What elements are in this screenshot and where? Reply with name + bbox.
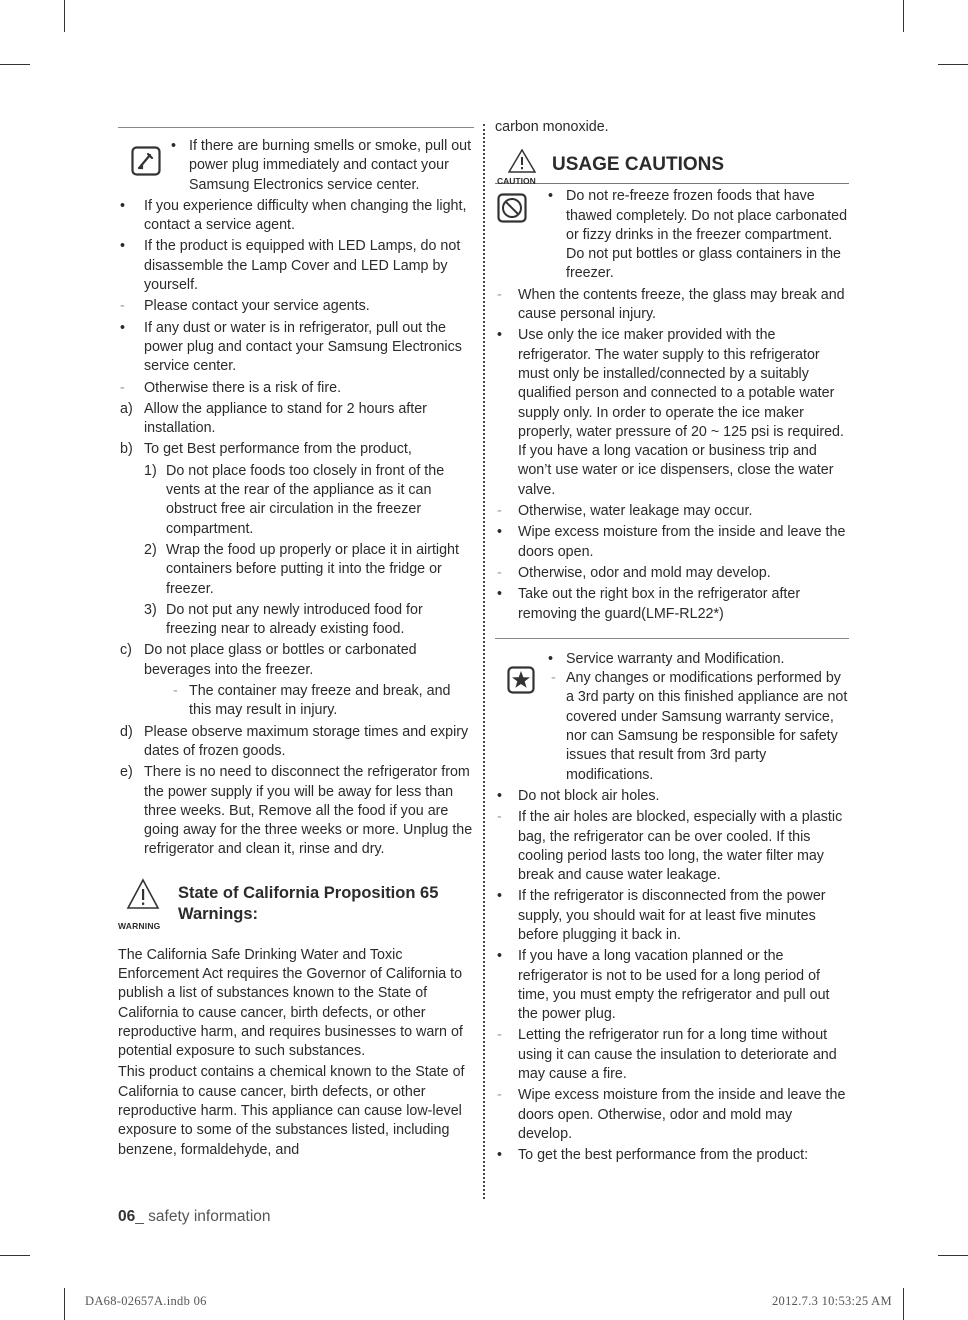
note-rule [118,127,474,128]
list-item [118,763,474,859]
right-list-1 [495,286,849,624]
list-marker: - [120,379,125,396]
list-marker: b) [120,441,133,458]
list-item [495,787,849,806]
list-item [118,237,474,295]
list-marker: • [497,888,503,905]
list-item [118,400,474,439]
list-item [495,564,849,583]
print-slug-date: 2012.7.3 10:53:25 AM [772,1294,892,1308]
crop-mark [0,64,30,65]
list-item-text: Do not place foods too closely in front of the vents at the rear of the appliance as it can obstruct free air circulation in the freezer compartment. [166,462,445,537]
note-text: If there are burning smells or smoke, pull out power plug immediately and contact your Samsung Electronics service center. [189,138,472,193]
list-marker: • [497,948,503,965]
list-item [118,601,474,640]
page-number: 06 [118,1208,136,1225]
list-marker: - [497,809,502,826]
prop65-paragraph-1: The California Safe Drinking Water and Toxic Enforcement Act requires the Governor of California to publish a list of substances known to the State of California to cause cancer, birth defects, or other reproductive harm, and requires businesses to warn of potential exposure to such substances. [118,946,463,1060]
list-item-text: Otherwise there is a risk of fire. [144,379,342,396]
list-marker: a) [120,400,133,417]
list-marker: - [497,1027,502,1044]
list-item-text: Allow the appliance to stand for 2 hours after installation. [144,400,427,437]
no-refreeze-text: Do not re-freeze frozen foods that have thawed completely. Do not place carbonated or fizzy drinks in the freezer compartment. Do not put bottles or glass containers in the freezer. [566,188,848,282]
list-item-text: If any dust or water is in refrigerator, pull out the power plug and contact your Samsung Electronics service center. [144,319,462,375]
list-item-text: Wipe excess moisture from the inside and leave the doors open. Otherwise, odor and mold may develop. [518,1087,846,1142]
crop-mark [64,0,65,32]
list-item [118,682,474,721]
warranty-title: Service warranty and Modification. [566,650,785,667]
list-item [118,723,474,762]
prop65-paragraph-2: This product contains a chemical known to the State of California to cause cancer, birth defects, or other reproductive harm. This appliance can cause low-level exposure to some of the substances listed, including benzene, formaldehyde, and [118,1064,465,1158]
right-column [495,118,849,1166]
list-item-text: If you have a long vacation planned or the refrigerator is not to be used for a long period of time, you must empty the refrigerator and pull out the power plug. [518,948,830,1023]
note-box [118,137,474,195]
crop-mark [938,1255,968,1256]
list-marker: 3) [144,601,157,618]
list-item-text: If the air holes are blocked, especially with a plastic bag, the refrigerator can be over cooled. If this cooling period lasts too long, the water filter may break and cause water leakage. [518,809,843,884]
list-item-text: The container may freeze and break, and this may result in injury. [189,683,451,719]
warning-triangle-icon [126,878,160,916]
list-marker: - [173,683,178,700]
list-item [495,326,849,500]
list-item [118,319,474,377]
list-item [495,523,849,562]
crop-mark [64,1288,65,1320]
note-bullet: • [171,138,177,154]
list-item [495,887,849,945]
list-item-text: Otherwise, water leakage may occur. [518,503,753,520]
list-marker: - [497,286,502,303]
list-item-text: Do not block air holes. [518,787,660,804]
list-item [118,641,474,680]
list-marker: 2) [144,541,157,558]
list-item [118,541,474,599]
prop65-heading [118,878,474,942]
list-item [118,297,474,316]
column-separator [483,124,485,1199]
right-list-2 [495,787,849,1166]
list-item-text: Otherwise, odor and mold may develop. [518,564,771,581]
list-item-text: Letting the refrigerator run for a long time without using it can cause the insulation to deteriorate and may cause a fire. [518,1027,837,1083]
list-item-text: When the contents freeze, the glass may break and cause personal injury. [518,286,845,323]
prop65-title: State of California Proposition 65 Warnings: [178,883,439,923]
list-item [495,947,849,1024]
list-item-text: Please contact your service agents. [144,298,370,315]
star-note-icon [507,666,535,700]
list-marker: • [120,238,126,255]
plug-note-icon [131,146,161,182]
list-item-text: Do not place glass or bottles or carbonated beverages into the freezer. [144,642,417,678]
list-item-text: Wipe excess moisture from the inside and leave the doors open. [518,524,846,560]
list-marker: - [497,1087,502,1104]
list-marker: • [497,524,503,541]
list-item [495,1146,849,1165]
list-marker: 1) [144,462,157,479]
note-rule [495,638,849,639]
prohibition-icon [497,193,527,229]
list-marker: • [497,787,503,804]
dash-marker: - [551,670,556,687]
list-marker: - [497,503,502,520]
list-marker: • [497,327,503,344]
list-item-text: To get Best performance from the product, [144,441,412,458]
usage-cautions-title: USAGE CAUTIONS [552,154,725,176]
list-item [495,1026,849,1084]
caution-label: CAUTION [497,176,536,187]
list-item [495,286,849,325]
page-footer [118,1208,271,1226]
list-marker: • [120,197,126,214]
list-item-text: If the product is equipped with LED Lamps, do not disassemble the Lamp Cover and LED Lamp by yourself. [144,238,461,294]
usage-cautions-heading [495,149,849,187]
continued-text: carbon monoxide. [495,119,609,135]
crop-mark [903,1288,904,1320]
list-item [495,585,849,624]
note-bullet: • [548,650,554,667]
list-item-text: Use only the ice maker provided with the refrigerator. The water supply to this refrigerator must only be installed/connected by a suitably qualified person and connected to a potable water supply only. In order to operate the ice maker properly, water pressure of 20 ~ 125 psi is required. If you have a long vacation or business trip and won’t use water or ice dispensers, close the water valve. [518,327,844,498]
list-marker: • [497,586,503,603]
list-item [495,808,849,885]
note-bullet: • [548,188,554,205]
list-marker: c) [120,642,132,659]
crop-mark [0,1255,30,1256]
list-item [118,440,474,459]
list-item-text: Do not put any newly introduced food for freezing near to already existing food. [166,601,423,638]
warranty-note [495,650,849,785]
list-item-text: Please observe maximum storage times and expiry dates of frozen goods. [144,723,469,759]
list-item [118,379,474,398]
list-item [118,462,474,539]
list-item-text: There is no need to disconnect the refrigerator from the power supply if you will be away for less than three weeks. But, Remove all the food if you are going away for the three weeks or more. Unplug the refrigerator and clean it, rinse and dry. [144,764,473,858]
list-item-text: If the refrigerator is disconnected from the power supply, you should wait for at least five minutes before plugging it back in. [518,888,826,943]
section-name: _ safety information [135,1208,271,1225]
list-marker: • [497,1147,503,1164]
list-item-text: If you experience difficulty when changing the light, contact a service agent. [144,197,467,234]
warranty-detail-text: Any changes or modifications performed by a 3rd party on this finished appliance are not covered under Samsung warranty service, nor can Samsung be responsible for safety issues that result from 3rd party modifications. [566,670,848,783]
crop-mark [903,0,904,32]
list-item [495,502,849,521]
warning-label: WARNING [118,920,161,931]
list-marker: - [497,564,502,581]
no-refreeze-note [495,187,849,283]
left-column [118,118,474,1160]
list-item-text: To get the best performance from the product: [518,1147,809,1164]
list-item-text: Take out the right box in the refrigerator after removing the guard(LMF-RL22*) [518,586,801,622]
list-marker: • [120,319,126,336]
list-item [118,197,474,236]
print-slug-file: DA68-02657A.indb 06 [85,1294,207,1308]
crop-mark [938,64,968,65]
list-marker: d) [120,723,133,740]
list-item-text: Wrap the food up properly or place it in airtight containers before putting it into the fridge or freezer. [166,541,459,597]
list-item [495,1086,849,1144]
list-marker: - [120,298,125,315]
list-marker: e) [120,764,133,781]
left-list [118,197,474,860]
warranty-detail [551,669,849,785]
